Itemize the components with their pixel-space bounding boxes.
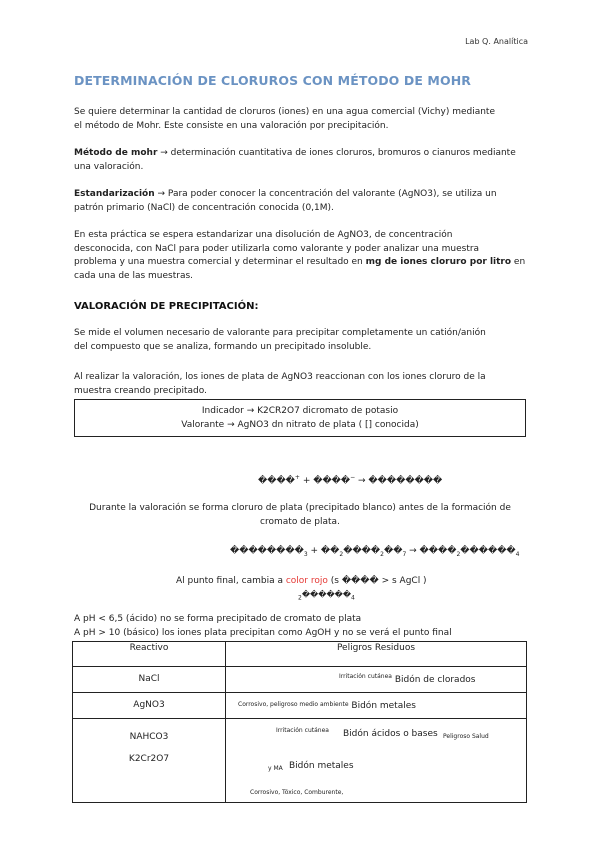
punto-final-pre: Al punto final, cambia a (176, 576, 286, 586)
table-row (73, 693, 527, 719)
valoracion-p2-line-2: muestra creando precipitado. (74, 385, 207, 396)
reactivo-cell (73, 719, 226, 803)
residuo-text: Bidón de clorados (394, 675, 476, 685)
formula1-plus: + (294, 474, 300, 481)
formula1-left: ���� (258, 476, 295, 486)
formula1-right: → �������� (355, 476, 443, 486)
reactivo-k2cr2o7: K2Cr2O7 (128, 754, 170, 764)
reactivo-nahco3: NAHCO3 (129, 732, 169, 742)
valoracion-p1-line-2: del compuesto que se analiza, formando un precipitado insoluble. (74, 341, 372, 352)
peligro-salud: Peligroso Salud (443, 733, 489, 740)
valoracion-p2-line-1: Al realizar la valoración, los iones de plata de AgNO3 reaccionan con los iones cloruro de la (74, 372, 486, 382)
residuo-metales: Bidón metales (289, 761, 354, 771)
formula1-mid: + ���� (299, 476, 351, 486)
peligro-corrosivo: Corrosivo, Tóxico, Comburente, (250, 789, 344, 796)
formula2-e-sub: 2 (456, 550, 461, 558)
formula2-b-sub: 2 (339, 550, 344, 558)
practica-line-2: desconocida, con NaCl para poder utilizarla como valorante y poder analizar una muestra (74, 243, 480, 254)
practica-line-4: cada una de las muestras. (74, 270, 194, 281)
residuo-acidos: Bidón ácidos o bases (343, 729, 438, 739)
formula2-c-sub: 2 (380, 550, 384, 558)
punto-final-formula (298, 590, 355, 602)
valoracion-paragraph-2 (74, 371, 529, 398)
estandarizacion-term: Estandarización (74, 189, 155, 199)
peligro-cell (226, 719, 527, 803)
estandarizacion-def-1: → Para poder conocer la concentración del valorante (AgNO3), se utiliza un (154, 189, 497, 199)
durante-line-2: cromato de plata. (260, 516, 340, 527)
practica-line-1: En esta práctica se espera estandarizar una disolución de AgNO3, de concentración (74, 230, 453, 240)
practica-line-3-end: en (511, 257, 526, 268)
table-header-row (73, 642, 527, 667)
punto-final-formula-text: ������ (301, 590, 352, 599)
col-peligros-residuos: Peligros Residuos (226, 642, 527, 667)
practica-line-3: problema y una muestra comercial y determinar el resultado en (74, 257, 366, 268)
reaction-formula-2 (230, 546, 519, 558)
indicador-line: Indicador → K2CR2O7 dicromato de potasio (201, 406, 399, 416)
mohr-def-2: una valoración. (74, 161, 144, 172)
formula2-f: ������ (460, 546, 516, 556)
mohr-paragraph (74, 147, 529, 174)
durante-line-1: Durante la valoración se forma cloruro de plata (precipitado blanco) antes de la formación de (89, 503, 511, 513)
durante-paragraph (74, 502, 526, 529)
peligro-ma: y MA (268, 765, 283, 772)
peligro-text: Irritación cutánea (339, 673, 392, 680)
punto-final-sub: 2 (298, 594, 302, 602)
ph-line-2: A pH > 10 (básico) los iones plata precipitan como AgOH y no se verá el punto final (74, 627, 452, 638)
formula2-e: → ���� (406, 546, 457, 556)
color-rojo-text: color rojo (285, 576, 328, 586)
header-course: Lab Q. Analítica (465, 37, 528, 46)
estandarizacion-paragraph (74, 188, 529, 215)
practica-paragraph (74, 229, 529, 283)
valoracion-paragraph-1 (74, 327, 529, 354)
residuo-text: Bidón metales (351, 701, 416, 711)
ph-line-1: A pH < 6,5 (ácido) no se forma precipitado de cromato de plata (74, 614, 362, 624)
ph-notes (74, 613, 544, 640)
estandarizacion-def-2: patrón primario (NaCl) de concentración conocida (0,1M). (74, 202, 334, 213)
page-title: DETERMINACIÓN DE CLORUROS CON MÉTODO DE MOHR (74, 73, 471, 88)
formula2-b: + �� (307, 546, 340, 556)
peligro-irritacion: Irritación cutánea (276, 727, 329, 734)
reactivo-cell: NaCl (73, 667, 226, 693)
reactivo-cell: AgNO3 (73, 693, 226, 719)
intro-line-1: Se quiere determinar la cantidad de cloruros (iones) en una agua comercial (Vichy) mediante (74, 107, 496, 117)
col-reactivo: Reactivo (73, 642, 226, 667)
punto-final-post: (s ���� > s AgCl ) (327, 576, 427, 586)
valoracion-heading: VALORACIÓN DE PRECIPITACIÓN: (74, 301, 259, 312)
valorante-line: Valorante → AgNO3 dn nitrato de plata ( [] conocida) (181, 420, 419, 430)
reaction-formula-1 (258, 474, 442, 486)
mohr-term: Método de mohr (74, 148, 158, 158)
formula2-a-sub: 3 (303, 550, 308, 558)
peligro-cell (226, 693, 527, 719)
indicator-box (74, 399, 526, 437)
formula2-d-sub: 7 (402, 550, 407, 558)
formula2-f-sub: 4 (515, 550, 520, 558)
formula2-d: �� (383, 546, 403, 556)
table-row (73, 667, 527, 693)
formula1-minus: − (350, 474, 356, 481)
table-row (73, 719, 527, 803)
practica-bold: mg de iones cloruro por litro (365, 257, 512, 268)
peligro-text: Corrosivo, peligroso medio ambiente (238, 701, 349, 708)
intro-paragraph (74, 106, 529, 133)
valoracion-p1-line-1: Se mide el volumen necesario de valorante para precipitar completamente un catión/anión (74, 328, 486, 338)
formula2-a: �������� (230, 546, 304, 556)
safety-table (72, 641, 527, 803)
punto-final-sub-2: 4 (351, 594, 355, 602)
intro-line-2: el método de Mohr. Este consiste en una valoración por precipitación. (74, 120, 389, 131)
mohr-def-1: → determinación cuantitativa de iones cloruros, bromuros o cianuros mediante (157, 148, 516, 158)
peligro-cell (226, 667, 527, 693)
punto-final-line (176, 575, 476, 589)
formula2-c: ���� (343, 546, 381, 556)
